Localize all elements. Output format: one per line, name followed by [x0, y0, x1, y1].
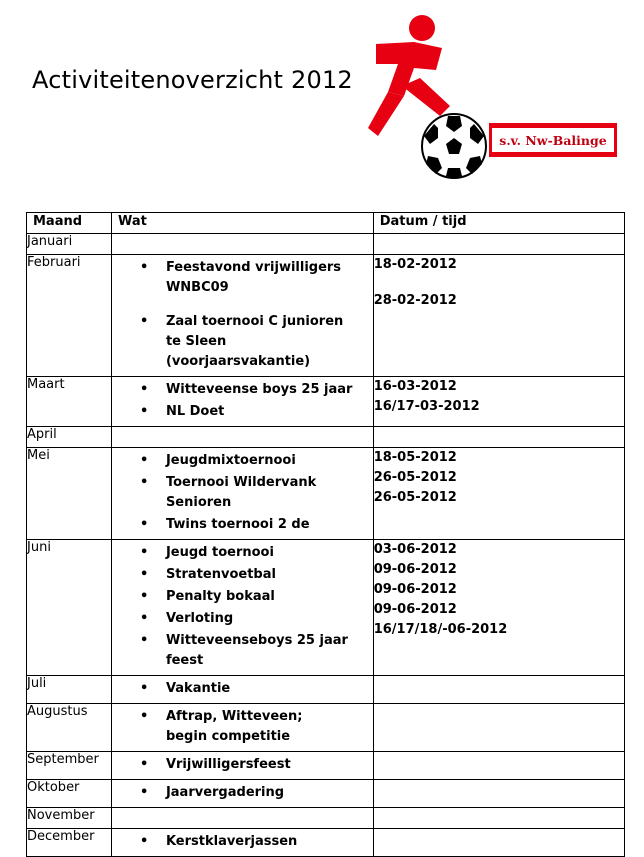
month-cell: Februari [27, 255, 112, 377]
list-item: • Aftrap, Witteveen; begin competitie [139, 709, 303, 744]
table-row [27, 427, 625, 448]
bullet-icon: • [139, 834, 149, 849]
header-maand: Maand [27, 213, 112, 234]
bullet-icon: • [139, 681, 149, 696]
bullet-icon: • [139, 589, 149, 604]
bullet-icon: • [139, 757, 149, 772]
month-cell: April [27, 427, 112, 448]
date-cell [373, 829, 624, 857]
table-row [27, 780, 625, 808]
table-row [27, 540, 625, 676]
bullet-icon: • [139, 382, 149, 397]
list-item: • Vakantie [112, 679, 373, 699]
table-header-row [27, 213, 625, 234]
date-cell [373, 780, 624, 808]
list-item: • Twins toernooi 2 de [112, 515, 373, 535]
table-row [27, 752, 625, 780]
table-row [27, 808, 625, 829]
month-cell: Januari [27, 234, 112, 255]
list-item: • Penalty bokaal [112, 587, 373, 607]
bullet-icon: • [139, 633, 149, 648]
list-item: • Kerstklaverjassen [112, 832, 373, 852]
date-cell [373, 808, 624, 829]
date-cell: 03-06-2012 09-06-2012 09-06-2012 09-06-2012 16/17/18/-06-2012 [373, 540, 624, 676]
table-row [27, 704, 625, 752]
table-row [27, 377, 625, 427]
soccer-player-logo-icon [364, 8, 494, 183]
activity-cell [111, 377, 373, 427]
date-cell [373, 234, 624, 255]
list-item: • Witteveense boys 25 jaar [112, 380, 373, 400]
list-item: • Toernooi Wildervank Senioren [139, 475, 317, 510]
month-cell: November [27, 808, 112, 829]
club-badge [489, 123, 617, 157]
list-item: • Witteveenseboys 25 jaar feest [139, 633, 348, 668]
bullet-icon: • [139, 475, 149, 490]
month-cell: December [27, 829, 112, 857]
header-datum: Datum / tijd [373, 213, 624, 234]
bullet-icon: • [139, 314, 149, 329]
date-cell [373, 427, 624, 448]
table-row [27, 255, 625, 377]
table-row [27, 448, 625, 540]
month-cell: Oktober [27, 780, 112, 808]
bullet-icon: • [139, 453, 149, 468]
month-cell: Augustus [27, 704, 112, 752]
activity-cell [111, 808, 373, 829]
list-item: • Vrijwilligersfeest [112, 755, 373, 775]
date-cell: 18-02-2012 28-02-2012 [373, 255, 624, 377]
document-title: Activiteitenoverzicht 2012 [32, 66, 353, 94]
activity-cell [111, 448, 373, 540]
bullet-icon: • [139, 611, 149, 626]
date-cell [373, 704, 624, 752]
header-wat: Wat [111, 213, 373, 234]
list-item: • Verloting [112, 609, 373, 629]
activity-cell [111, 255, 373, 377]
bullet-icon: • [139, 567, 149, 582]
list-item: • Jeugdmixtoernooi [112, 451, 373, 471]
month-cell: September [27, 752, 112, 780]
list-item: • Stratenvoetbal [112, 565, 373, 585]
activity-cell [111, 829, 373, 857]
month-cell: Juli [27, 676, 112, 704]
list-item: • NL Doet [112, 402, 373, 422]
activity-cell [111, 704, 373, 752]
table-row [27, 676, 625, 704]
bullet-icon: • [139, 517, 149, 532]
month-cell: Juni [27, 540, 112, 676]
activity-cell [111, 540, 373, 676]
list-item: • Jaarvergadering [112, 783, 373, 803]
bullet-icon: • [139, 785, 149, 800]
date-cell [373, 752, 624, 780]
table-row [27, 829, 625, 857]
list-item: • Feestavond vrijwilligers WNBC09 [139, 260, 342, 295]
table-row [27, 234, 625, 255]
activities-table [26, 212, 625, 857]
list-item: • Jeugd toernooi [112, 543, 373, 563]
month-cell: Mei [27, 448, 112, 540]
activity-cell [111, 234, 373, 255]
bullet-icon: • [139, 260, 149, 275]
activity-cell [111, 752, 373, 780]
activity-cell [111, 427, 373, 448]
list-item: • Zaal toernooi C junioren te Sleen (voorjaarsvakantie) [139, 314, 344, 369]
bullet-icon: • [139, 404, 149, 419]
month-cell: Maart [27, 377, 112, 427]
club-name: s.v. Nw-Balinge [492, 128, 614, 152]
date-cell [373, 676, 624, 704]
date-cell: 16-03-2012 16/17-03-2012 [373, 377, 624, 427]
activity-cell [111, 780, 373, 808]
date-cell: 18-05-2012 26-05-2012 26-05-2012 [373, 448, 624, 540]
activity-cell [111, 676, 373, 704]
bullet-icon: • [139, 709, 149, 724]
bullet-icon: • [139, 545, 149, 560]
